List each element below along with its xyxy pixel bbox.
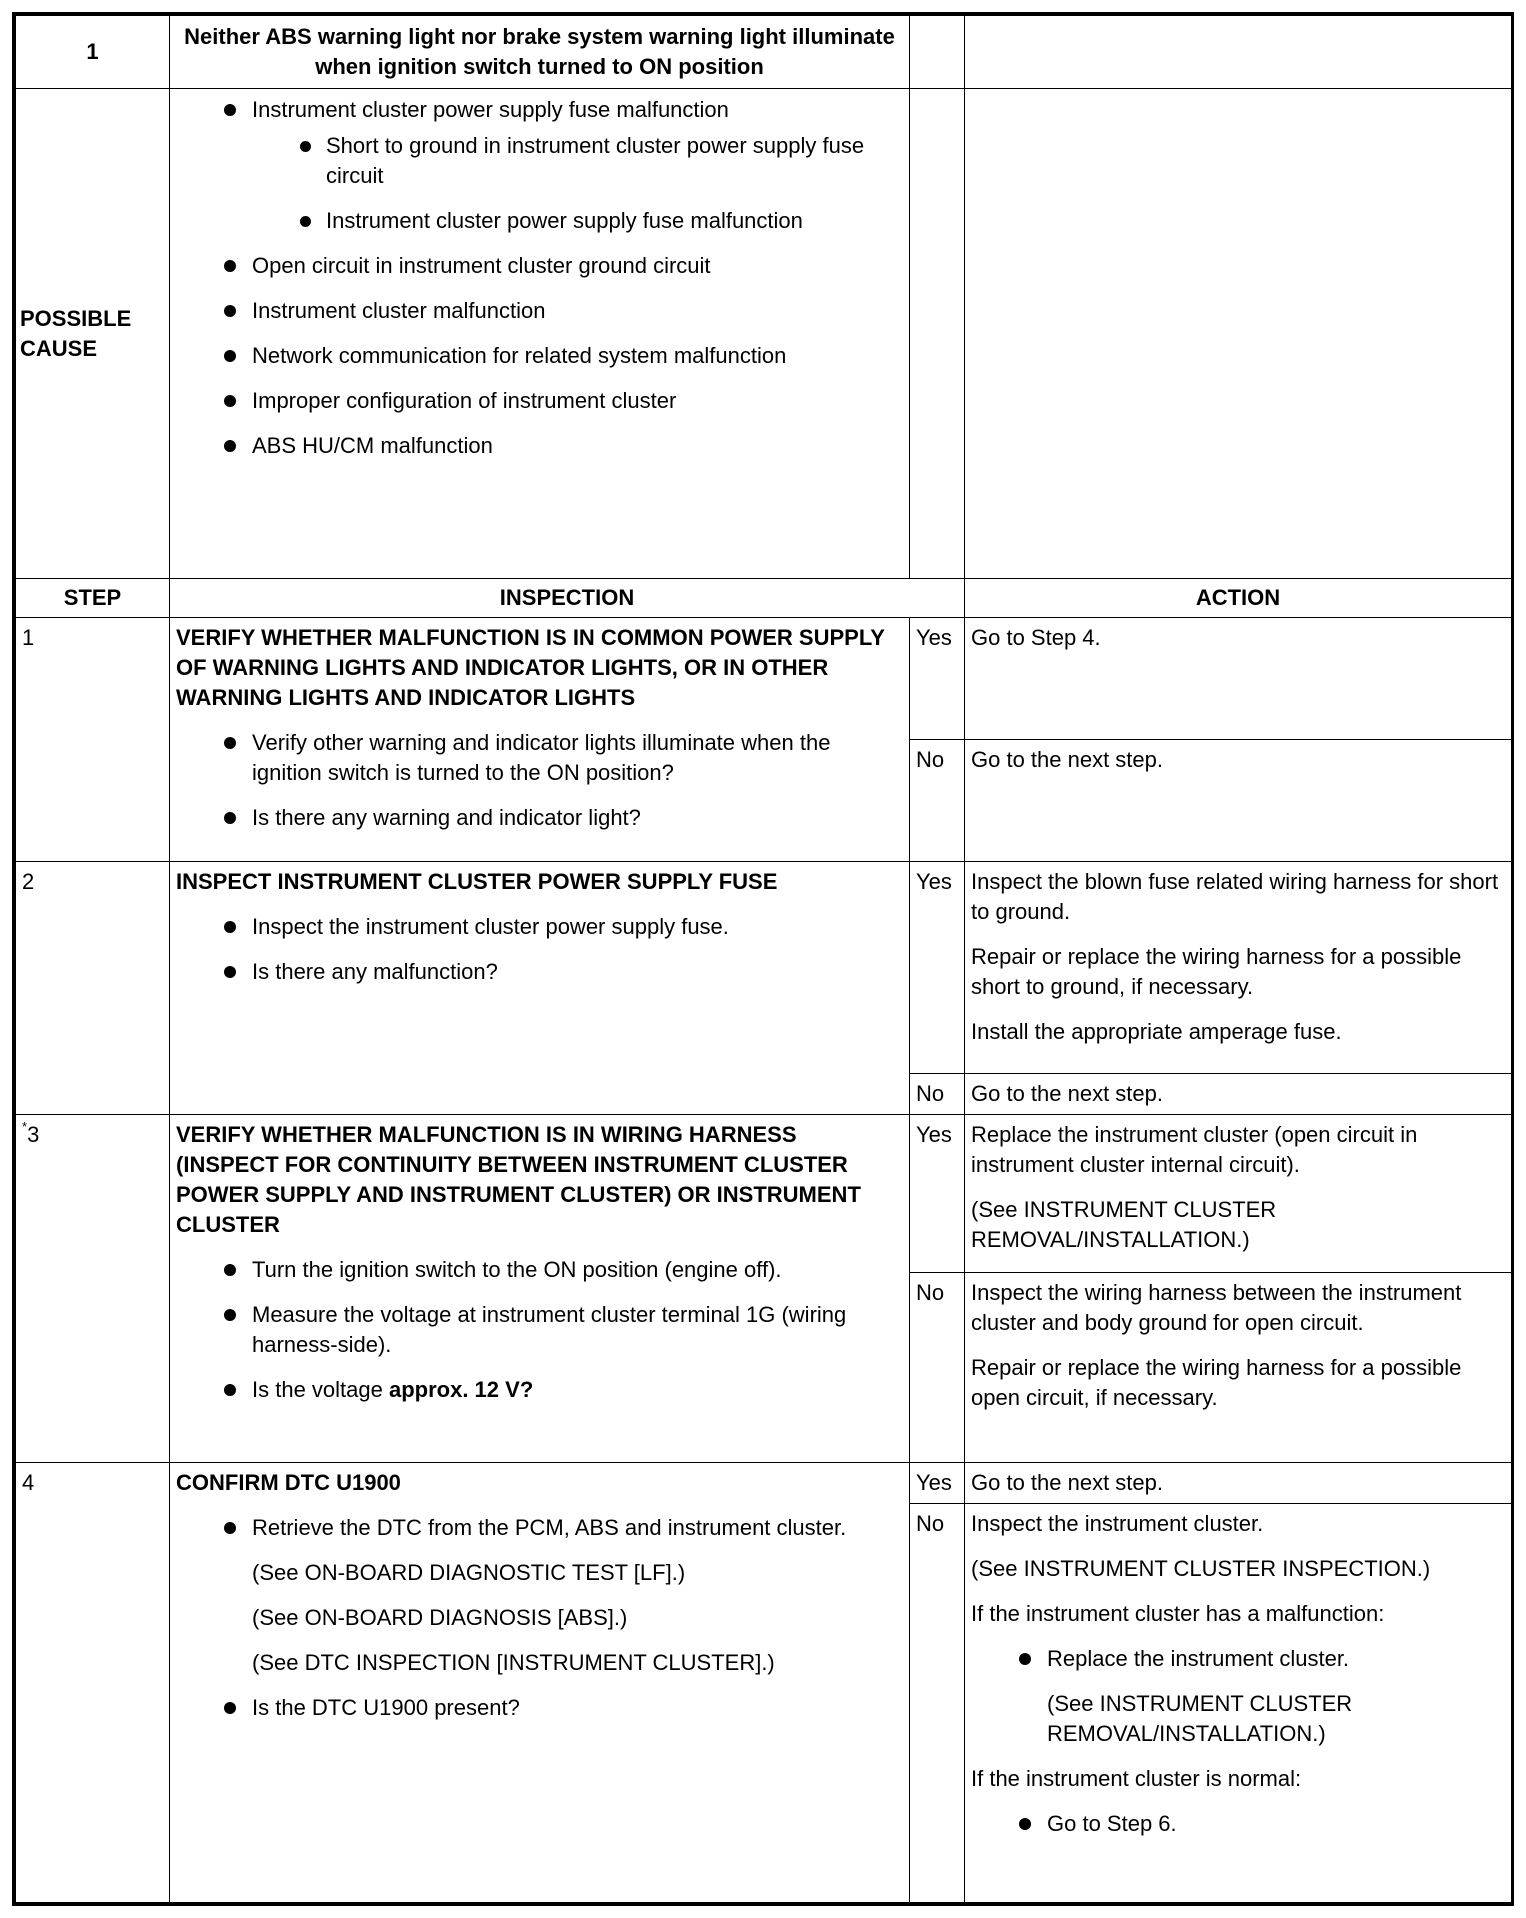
- table-row: [16, 862, 1512, 1074]
- list-item: Retrieve the DTC from the PCM, ABS and instrument cluster.: [176, 1513, 903, 1543]
- yes-action: [965, 862, 1512, 1074]
- list-item: Is the voltage approx. 12 V?: [176, 1375, 903, 1405]
- list-item: Replace the instrument cluster.: [971, 1644, 1505, 1674]
- diagnostic-table: [15, 15, 1512, 1903]
- list-item: Instrument cluster power supply fuse malfunction Short to ground in instrument cluster power supply fuse circuit Instrument cluster power supply fuse malfunction: [176, 95, 903, 236]
- list-item: Open circuit in instrument cluster ground circuit: [176, 251, 903, 281]
- yes-label: Yes: [910, 1463, 965, 1504]
- possible-cause-label: POSSIBLE CAUSE: [16, 89, 170, 579]
- table-row: [16, 618, 1512, 740]
- yes-label: Yes: [910, 862, 965, 1074]
- diagnostic-procedure-sheet: [12, 12, 1514, 1906]
- action-text: If the instrument cluster has a malfunction:: [971, 1601, 1385, 1626]
- empty-cell: [910, 89, 965, 579]
- list-item: Instrument cluster malfunction: [176, 296, 903, 326]
- step-number: 4: [16, 1463, 170, 1903]
- step-inspection: [170, 1115, 910, 1463]
- reference-text: (See ON-BOARD DIAGNOSTIC TEST [LF].): [252, 1560, 686, 1585]
- action-text: (See INSTRUMENT CLUSTER INSPECTION.): [971, 1556, 1431, 1581]
- no-action: [965, 1273, 1512, 1463]
- step-inspection: [170, 618, 910, 862]
- yes-label: Yes: [910, 1115, 965, 1273]
- action-text: If the instrument cluster is normal:: [971, 1766, 1302, 1791]
- action-text: Repair or replace the wiring harness for a possible open circuit, if necessary.: [971, 1355, 1462, 1410]
- step-number: 2: [16, 862, 170, 1115]
- empty-cell: [965, 89, 1512, 579]
- action-text: Inspect the wiring harness between the instrument cluster and body ground for open circuit.: [971, 1280, 1462, 1335]
- step-inspection: [170, 1463, 910, 1903]
- list-item: Is there any malfunction?: [176, 957, 903, 987]
- step-title: CONFIRM DTC U1900: [176, 1470, 401, 1495]
- step-title: VERIFY WHETHER MALFUNCTION IS IN COMMON POWER SUPPLY OF WARNING LIGHTS AND INDICATOR LIGHTS, OR IN OTHER WARNING LIGHTS AND INDICATOR LIGHTS: [176, 625, 885, 710]
- symptom-number: 1: [16, 16, 170, 89]
- reference-text: (See INSTRUMENT CLUSTER REMOVAL/INSTALLATION.): [1047, 1691, 1353, 1746]
- yes-action: Go to Step 4.: [965, 618, 1512, 740]
- list-item: Turn the ignition switch to the ON position (engine off).: [176, 1255, 903, 1285]
- step-number: [16, 1115, 170, 1463]
- list-item: Network communication for related system malfunction: [176, 341, 903, 371]
- step-number: 1: [16, 618, 170, 862]
- possible-cause-list: [170, 89, 910, 579]
- no-label: No: [910, 1074, 965, 1115]
- reference-text: (See ON-BOARD DIAGNOSIS [ABS].): [252, 1605, 628, 1630]
- list-item: ABS HU/CM malfunction: [176, 431, 903, 461]
- no-action: [965, 1504, 1512, 1903]
- no-label: No: [910, 1504, 965, 1903]
- list-item: Short to ground in instrument cluster power supply fuse circuit: [176, 131, 903, 191]
- step-number-text: 3: [27, 1122, 40, 1147]
- no-action: Go to the next step.: [965, 740, 1512, 862]
- empty-cell: [965, 16, 1512, 89]
- header-row: [16, 16, 1512, 89]
- list-item: Inspect the instrument cluster power supply fuse.: [176, 912, 903, 942]
- step-title: INSPECT INSTRUMENT CLUSTER POWER SUPPLY FUSE: [176, 869, 778, 894]
- empty-cell: [910, 16, 965, 89]
- symptom-title: Neither ABS warning light nor brake system warning light illuminate when ignition switch turned to ON position: [170, 16, 910, 89]
- list-item: Instrument cluster power supply fuse malfunction: [176, 206, 903, 236]
- list-item: Is there any warning and indicator light?: [176, 803, 903, 833]
- yes-action: Go to the next step.: [965, 1463, 1512, 1504]
- list-item: Go to Step 6.: [971, 1809, 1505, 1839]
- yes-action: [965, 1115, 1512, 1273]
- step-inspection: [170, 862, 910, 1115]
- column-header-inspection: INSPECTION: [170, 579, 965, 618]
- table-row: [16, 1463, 1512, 1504]
- possible-cause-row: [16, 89, 1512, 579]
- action-text: Repair or replace the wiring harness for a possible short to ground, if necessary.: [971, 944, 1462, 999]
- action-text: Replace the instrument cluster (open circuit in instrument cluster internal circuit).: [971, 1122, 1418, 1177]
- list-item: Is the DTC U1900 present?: [176, 1693, 903, 1723]
- yes-label: Yes: [910, 618, 965, 740]
- list-item: Measure the voltage at instrument cluster terminal 1G (wiring harness-side).: [176, 1300, 903, 1360]
- table-row: [16, 1115, 1512, 1273]
- action-text: (See INSTRUMENT CLUSTER REMOVAL/INSTALLATION.): [971, 1197, 1277, 1252]
- no-label: No: [910, 740, 965, 862]
- action-text: Install the appropriate amperage fuse.: [971, 1019, 1342, 1044]
- step-title: VERIFY WHETHER MALFUNCTION IS IN WIRING HARNESS (INSPECT FOR CONTINUITY BETWEEN INSTRUMENT CLUSTER POWER SUPPLY AND INSTRUMENT CLUSTER) OR INSTRUMENT CLUSTER: [176, 1122, 861, 1237]
- action-text: Inspect the blown fuse related wiring harness for short to ground.: [971, 869, 1499, 924]
- list-item: Improper configuration of instrument cluster: [176, 386, 903, 416]
- reference-text: (See DTC INSPECTION [INSTRUMENT CLUSTER].): [252, 1650, 775, 1675]
- no-action: Go to the next step.: [965, 1074, 1512, 1115]
- column-header-step: STEP: [16, 579, 170, 618]
- no-label: No: [910, 1273, 965, 1463]
- list-item: Verify other warning and indicator lights illuminate when the ignition switch is turned to the ON position?: [176, 728, 903, 788]
- action-text: Inspect the instrument cluster.: [971, 1511, 1264, 1536]
- step-mark: *: [22, 1119, 28, 1134]
- column-header-row: [16, 579, 1512, 618]
- column-header-action: ACTION: [965, 579, 1512, 618]
